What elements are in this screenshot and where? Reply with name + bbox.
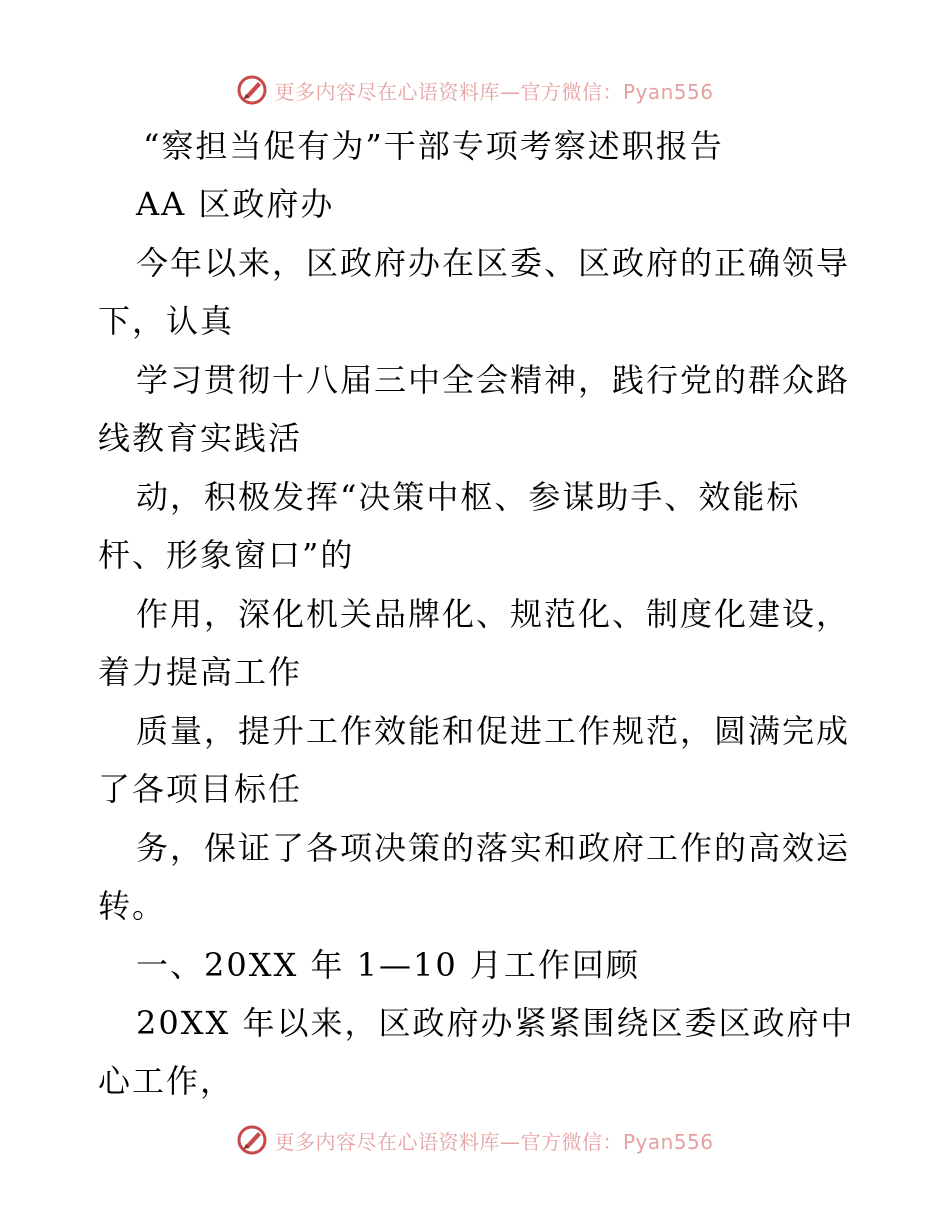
paragraph-line: 学习贯彻十八届三中全会精神，践行党的群众路	[136, 361, 851, 399]
paragraph-line: 转。	[98, 887, 167, 925]
paragraph-line: 着力提高工作	[98, 653, 303, 691]
paragraph-line: 务，保证了各项决策的落实和政府工作的高效运	[136, 829, 851, 867]
paragraph-line: 动，积极发挥“决策中枢、参谋助手、效能标	[136, 478, 801, 516]
paragraph-line: AA 区政府办	[136, 185, 335, 223]
watermark-text: 更多内容尽在心语资料库—官方微信：Pyan556	[274, 79, 714, 104]
seal-logo-icon	[236, 1124, 268, 1156]
seal-logo-icon	[236, 74, 268, 106]
document-title: “察担当促有为”干部专项考察述职报告	[143, 127, 724, 165]
paragraph-line: 杆、形象窗口”的	[98, 536, 355, 574]
paragraph-line: 今年以来，区政府办在区委、区政府的正确领导	[136, 244, 851, 282]
section-heading: 一、20XX 年 1—10 月工作回顾	[136, 946, 640, 984]
paragraph-line: 质量，提升工作效能和促进工作规范，圆满完成	[136, 712, 851, 750]
watermark-footer	[0, 1120, 950, 1160]
watermark-header	[0, 70, 950, 110]
paragraph-line: 20XX 年以来，区政府办紧紧围绕区委区政府中	[136, 1004, 855, 1042]
paragraph-line: 心工作，	[98, 1062, 235, 1100]
paragraph-line: 下，认真	[98, 302, 235, 340]
paragraph-line: 作用，深化机关品牌化、规范化、制度化建设，	[136, 595, 851, 633]
paragraph-line: 了各项目标任	[98, 770, 303, 808]
watermark-text: 更多内容尽在心语资料库—官方微信：Pyan556	[274, 1129, 714, 1154]
paragraph-line: 线教育实践活	[98, 419, 303, 457]
